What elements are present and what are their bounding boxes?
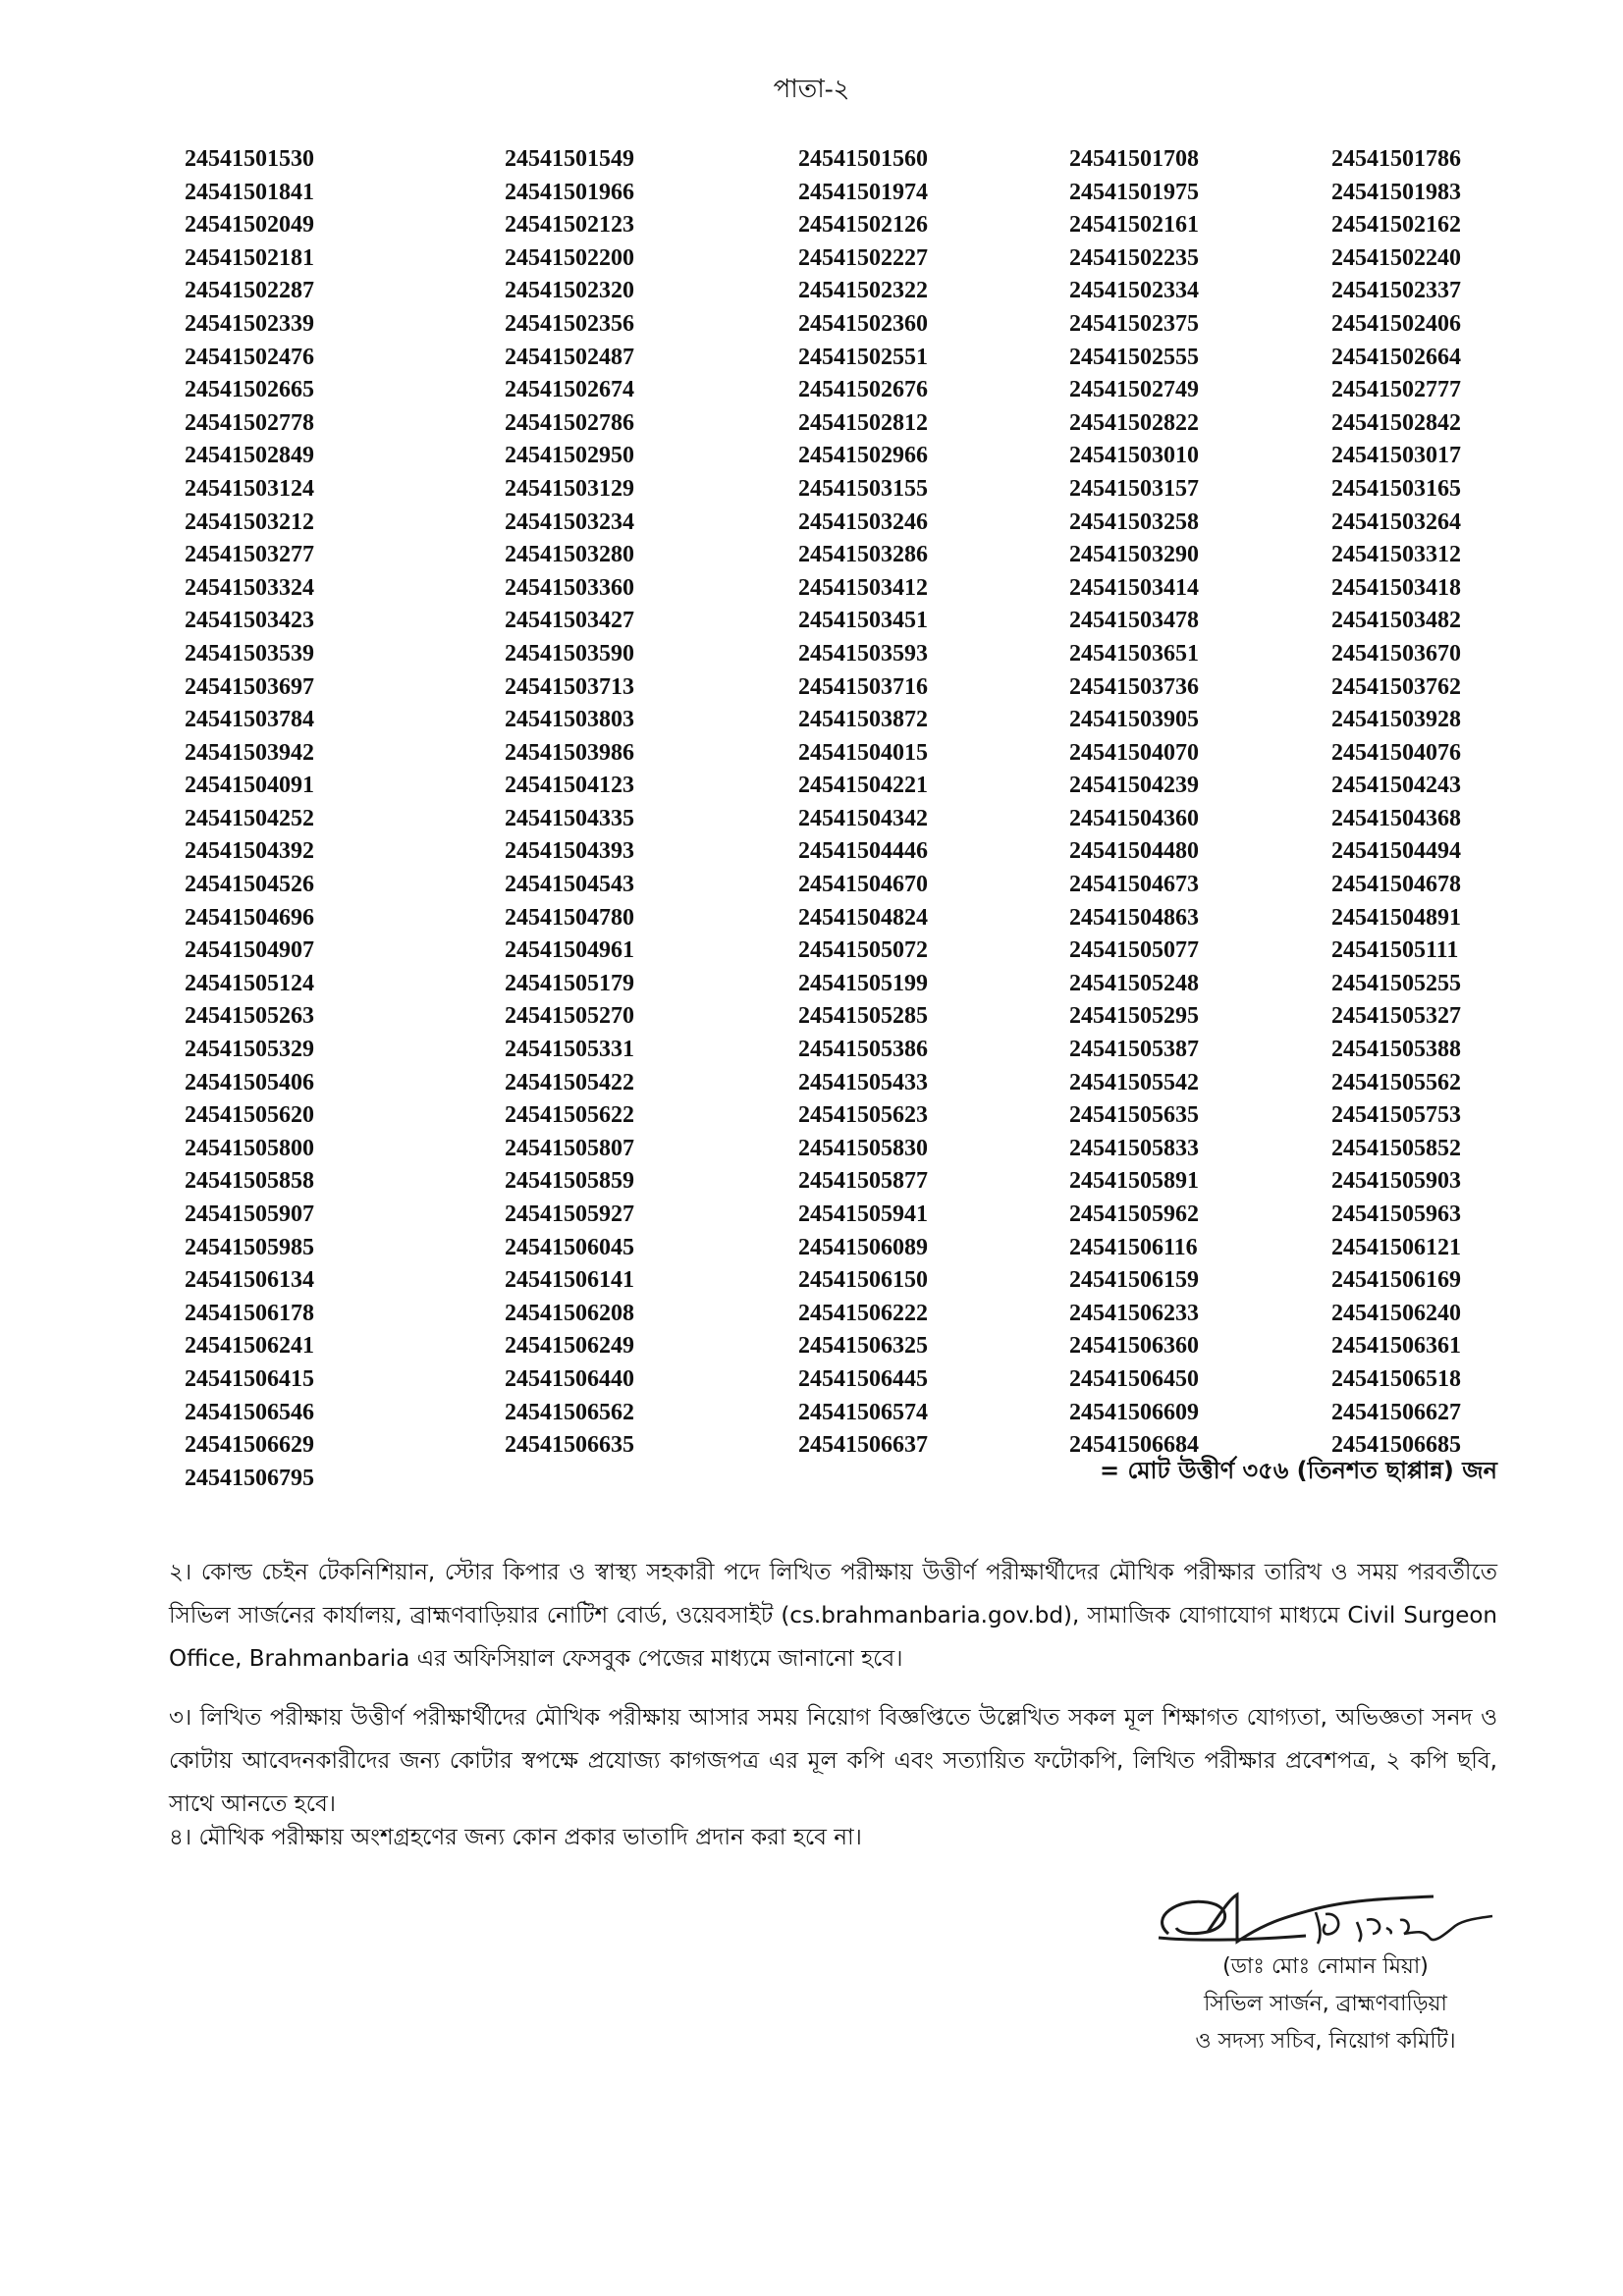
roll-number: 24541502287 <box>185 278 314 304</box>
roll-number: 24541502339 <box>185 310 314 337</box>
roll-number: 24541504076 <box>1331 739 1461 766</box>
roll-number: 24541503713 <box>505 673 634 700</box>
roll-number: 24541504526 <box>185 872 314 898</box>
roll-number: 24541505623 <box>798 1102 928 1129</box>
roll-number: 24541501786 <box>1331 146 1461 172</box>
roll-number: 24541503124 <box>185 475 314 502</box>
roll-number: 24541506684 <box>1069 1432 1199 1459</box>
roll-number: 24541504239 <box>1069 773 1199 799</box>
signatory-role: ও সদস্য সচিব, নিয়োগ কমিটি। <box>1195 2029 1456 2054</box>
roll-number: 24541504780 <box>505 904 634 931</box>
roll-number: 24541503360 <box>505 574 634 601</box>
roll-number: 24541502950 <box>505 443 634 469</box>
roll-number: 24541506685 <box>1331 1432 1461 1459</box>
roll-number: 24541503290 <box>1069 542 1199 568</box>
roll-number: 24541506518 <box>1331 1365 1461 1392</box>
roll-number: 24541505077 <box>1069 937 1199 964</box>
roll-number: 24541505255 <box>1331 970 1461 996</box>
roll-number: 24541505388 <box>1331 1037 1461 1063</box>
roll-number: 24541504678 <box>1331 872 1461 898</box>
roll-number: 24541505635 <box>1069 1102 1199 1129</box>
roll-number: 24541505542 <box>1069 1069 1199 1095</box>
notice-no-allowance: ৪। মৌখিক পরীক্ষায় অংশগ্রহণের জন্য কোন প্রকার ভাতাদি প্রদান করা হবে না। <box>169 1825 862 1850</box>
roll-number: 24541502406 <box>1331 310 1461 337</box>
signatory-name: (ডাঃ মোঃ নোমান মিয়া) <box>1222 1954 1429 1979</box>
roll-number: 24541502227 <box>798 244 928 271</box>
roll-number: 24541502786 <box>505 409 634 436</box>
roll-number: 24541501841 <box>185 179 314 205</box>
roll-number: 24541505807 <box>505 1135 634 1161</box>
roll-number: 24541506562 <box>505 1399 634 1425</box>
roll-number: 24541501975 <box>1069 179 1199 205</box>
roll-number: 24541503590 <box>505 640 634 667</box>
roll-number: 24541503212 <box>185 508 314 535</box>
roll-number: 24541506795 <box>185 1465 314 1491</box>
roll-number: 24541505903 <box>1331 1168 1461 1195</box>
roll-number: 24541503129 <box>505 475 634 502</box>
roll-number: 24541503736 <box>1069 673 1199 700</box>
roll-number: 24541502181 <box>185 244 314 271</box>
roll-number: 24541502966 <box>798 443 928 469</box>
roll-number: 24541503246 <box>798 508 928 535</box>
roll-number: 24541505620 <box>185 1102 314 1129</box>
roll-number: 24541502777 <box>1331 377 1461 403</box>
roll-number: 24541505962 <box>1069 1201 1199 1227</box>
roll-number: 24541504221 <box>798 773 928 799</box>
roll-number: 24541502664 <box>1331 344 1461 370</box>
roll-number: 24541504335 <box>505 805 634 831</box>
roll-number: 24541506445 <box>798 1365 928 1392</box>
roll-number: 24541503157 <box>1069 475 1199 502</box>
roll-number: 24541501983 <box>1331 179 1461 205</box>
roll-number: 24541505858 <box>185 1168 314 1195</box>
roll-number: 24541506045 <box>505 1234 634 1260</box>
roll-number: 24541505927 <box>505 1201 634 1227</box>
roll-number: 24541504342 <box>798 805 928 831</box>
roll-number: 24541503423 <box>185 608 314 634</box>
roll-number: 24541505329 <box>185 1037 314 1063</box>
roll-number: 24541506415 <box>185 1365 314 1392</box>
roll-number: 24541506629 <box>185 1432 314 1459</box>
roll-number: 24541502555 <box>1069 344 1199 370</box>
roll-number: 24541506574 <box>798 1399 928 1425</box>
roll-number: 24541504091 <box>185 773 314 799</box>
roll-number: 24541506325 <box>798 1333 928 1360</box>
roll-number: 24541505433 <box>798 1069 928 1095</box>
roll-number: 24541505179 <box>505 970 634 996</box>
roll-number: 24541505753 <box>1331 1102 1461 1129</box>
roll-number: 24541506121 <box>1331 1234 1461 1260</box>
roll-number: 24541506637 <box>798 1432 928 1459</box>
roll-number: 24541502822 <box>1069 409 1199 436</box>
roll-number: 24541504360 <box>1069 805 1199 831</box>
roll-number: 24541503017 <box>1331 443 1461 469</box>
roll-number: 24541502360 <box>798 310 928 337</box>
roll-number: 24541504670 <box>798 872 928 898</box>
roll-number: 24541503651 <box>1069 640 1199 667</box>
roll-number: 24541506249 <box>505 1333 634 1360</box>
roll-number: 24541506222 <box>798 1300 928 1326</box>
roll-number: 24541503258 <box>1069 508 1199 535</box>
roll-number: 24541504015 <box>798 739 928 766</box>
roll-number: 24541504824 <box>798 904 928 931</box>
roll-number: 24541503264 <box>1331 508 1461 535</box>
roll-number: 24541503539 <box>185 640 314 667</box>
roll-number: 24541505852 <box>1331 1135 1461 1161</box>
roll-number: 24541502476 <box>185 344 314 370</box>
roll-number: 24541502049 <box>185 212 314 239</box>
roll-number: 24541505386 <box>798 1037 928 1063</box>
empty-cell <box>798 1463 1069 1496</box>
roll-number: 24541504696 <box>185 904 314 931</box>
notice-viva-schedule: ২। কোল্ড চেইন টেকনিশিয়ান, স্টোর কিপার ও স্বাস্থ্য সহকারী পদে লিখিত পরীক্ষায় উত্তীর্ণ পরীক্ষার্থীদের মৌখিক পরীক্ষার তারিখ ও সময় পরবর্তীতে সিভিল সার্জনের কার্যালয়, ব্রাহ্মণবাড়িয়ার নোটিশ বোর্ড, ওয়েবসাইট (cs.brahmanbaria.gov.bd), সামাজিক যোগাযোগ মাধ্যমে Civil Surgeon Office, Brahmanbaria এর অফিসিয়াল ফেসবুক পেজের মাধ্যমে জানানো হবে। <box>169 1560 1497 1672</box>
roll-number: 24541502676 <box>798 377 928 403</box>
roll-number: 24541503478 <box>1069 608 1199 634</box>
roll-number: 24541501530 <box>185 146 314 172</box>
roll-number: 24541503942 <box>185 739 314 766</box>
roll-number: 24541503234 <box>505 508 634 535</box>
signatory-block <box>1139 1949 1512 2060</box>
roll-number: 24541503451 <box>798 608 928 634</box>
roll-number: 24541505963 <box>1331 1201 1461 1227</box>
roll-number: 24541505830 <box>798 1135 928 1161</box>
roll-number: 24541505327 <box>1331 1003 1461 1030</box>
roll-number: 24541501966 <box>505 179 634 205</box>
roll-number: 24541504961 <box>505 937 634 964</box>
roll-number: 24541505199 <box>798 970 928 996</box>
roll-number: 24541502240 <box>1331 244 1461 271</box>
roll-number: 24541503418 <box>1331 574 1461 601</box>
roll-number: 24541502749 <box>1069 377 1199 403</box>
roll-number: 24541506233 <box>1069 1300 1199 1326</box>
roll-number: 24541504243 <box>1331 773 1461 799</box>
empty-cell <box>505 1463 798 1496</box>
roll-number: 24541503928 <box>1331 707 1461 733</box>
roll-number: 24541505387 <box>1069 1037 1199 1063</box>
roll-number: 24541501549 <box>505 146 634 172</box>
roll-number: 24541503716 <box>798 673 928 700</box>
roll-number: 24541505422 <box>505 1069 634 1095</box>
roll-number: 24541502674 <box>505 377 634 403</box>
roll-number: 24541503414 <box>1069 574 1199 601</box>
roll-number: 24541503324 <box>185 574 314 601</box>
roll-number: 24541505859 <box>505 1168 634 1195</box>
roll-number: 24541505622 <box>505 1102 634 1129</box>
roll-number: 24541505833 <box>1069 1135 1199 1161</box>
roll-number: 24541505331 <box>505 1037 634 1063</box>
roll-number: 24541502337 <box>1331 278 1461 304</box>
roll-number: 24541502551 <box>798 344 928 370</box>
roll-number: 24541506240 <box>1331 1300 1461 1326</box>
roll-number: 24541503277 <box>185 542 314 568</box>
roll-number: 24541502842 <box>1331 409 1461 436</box>
roll-number: 24541505285 <box>798 1003 928 1030</box>
roll-number: 24541504863 <box>1069 904 1199 931</box>
roll-number: 24541502235 <box>1069 244 1199 271</box>
roll-number: 24541505406 <box>185 1069 314 1095</box>
roll-number: 24541503762 <box>1331 673 1461 700</box>
roll-number: 24541503155 <box>798 475 928 502</box>
roll-number: 24541503784 <box>185 707 314 733</box>
roll-number: 24541503482 <box>1331 608 1461 634</box>
roll-number: 24541506116 <box>1069 1234 1198 1260</box>
roll-number: 24541503286 <box>798 542 928 568</box>
roll-number: 24541502778 <box>185 409 314 436</box>
roll-number: 24541506241 <box>185 1333 314 1360</box>
roll-number: 24541505263 <box>185 1003 314 1030</box>
roll-number: 24541505295 <box>1069 1003 1199 1030</box>
roll-number: 24541506361 <box>1331 1333 1461 1360</box>
roll-number: 24541502320 <box>505 278 634 304</box>
roll-number: 24541503165 <box>1331 475 1461 502</box>
roll-number: 24541502322 <box>798 278 928 304</box>
roll-number-table <box>185 143 1500 1495</box>
roll-number: 24541504673 <box>1069 872 1199 898</box>
roll-number: 24541503280 <box>505 542 634 568</box>
roll-number: 24541503803 <box>505 707 634 733</box>
roll-number: 24541504123 <box>505 773 634 799</box>
roll-number: 24541506450 <box>1069 1365 1199 1392</box>
roll-number: 24541501974 <box>798 179 928 205</box>
roll-number: 24541502356 <box>505 310 634 337</box>
notice-required-documents: ৩। লিখিত পরীক্ষায় উত্তীর্ণ পরীক্ষার্থীদের মৌখিক পরীক্ষায় আসার সময় নিয়োগ বিজ্ঞপ্তিতে উল্লেখিত সকল মূল শিক্ষাগত যোগ্যতা, অভিজ্ঞতা সনদ ও কোটায় আবেদনকারীদের জন্য কোটার স্বপক্ষে প্রযোজ্য কাগজপত্র এর মূল কপি এবং সত্যায়িত ফটোকপি, লিখিত পরীক্ষার প্রবেশপত্র, ২ কপি ছবি, সাথে আনতে হবে। <box>169 1705 1497 1817</box>
roll-number: 24541502812 <box>798 409 928 436</box>
signatory-designation: সিভিল সার্জন, ব্রাহ্মণবাড়িয়া <box>1204 1992 1447 2016</box>
roll-number: 24541505941 <box>798 1201 928 1227</box>
roll-number: 24541506141 <box>505 1267 634 1294</box>
roll-number: 24541506089 <box>798 1234 928 1260</box>
roll-number: 24541502487 <box>505 344 634 370</box>
roll-number: 24541506150 <box>798 1267 928 1294</box>
roll-number: 24541503905 <box>1069 707 1199 733</box>
roll-number: 24541502126 <box>798 212 928 239</box>
roll-number: 24541506159 <box>1069 1267 1199 1294</box>
roll-number: 24541503412 <box>798 574 928 601</box>
roll-number: 24541505877 <box>798 1168 928 1195</box>
roll-number: 24541506609 <box>1069 1399 1199 1425</box>
roll-number: 24541502849 <box>185 443 314 469</box>
roll-number: 24541503986 <box>505 739 634 766</box>
roll-number: 24541504907 <box>185 937 314 964</box>
roll-number: 24541504891 <box>1331 904 1461 931</box>
roll-number: 24541505248 <box>1069 970 1199 996</box>
roll-number: 24541502162 <box>1331 212 1461 239</box>
roll-number: 24541502123 <box>505 212 634 239</box>
roll-number: 24541505111 <box>1331 937 1459 964</box>
roll-number: 24541503670 <box>1331 640 1461 667</box>
roll-number: 24541505907 <box>185 1201 314 1227</box>
roll-number: 24541506360 <box>1069 1333 1199 1360</box>
roll-number: 24541502200 <box>505 244 634 271</box>
roll-number: 24541505072 <box>798 937 928 964</box>
roll-number: 24541504393 <box>505 838 634 865</box>
total-passed-text: = মোট উত্তীর্ণ ৩৫৬ (তিনশত ছাপ্পান্ন) জন <box>1100 1457 1497 1484</box>
roll-number: 24541502375 <box>1069 310 1199 337</box>
roll-number: 24541504252 <box>185 805 314 831</box>
roll-number: 24541503872 <box>798 707 928 733</box>
roll-number: 24541503593 <box>798 640 928 667</box>
roll-number: 24541503697 <box>185 673 314 700</box>
roll-number: 24541505891 <box>1069 1168 1199 1195</box>
roll-number: 24541506440 <box>505 1365 634 1392</box>
roll-number: 24541504392 <box>185 838 314 865</box>
roll-number: 24541506134 <box>185 1267 314 1294</box>
roll-number: 24541503010 <box>1069 443 1199 469</box>
roll-number: 24541506635 <box>505 1432 634 1459</box>
roll-number: 24541502161 <box>1069 212 1199 239</box>
roll-number: 24541505800 <box>185 1135 314 1161</box>
roll-number: 24541506178 <box>185 1300 314 1326</box>
roll-number: 24541505985 <box>185 1234 314 1260</box>
roll-number: 24541506169 <box>1331 1267 1461 1294</box>
roll-number: 24541506208 <box>505 1300 634 1326</box>
roll-number: 24541505124 <box>185 970 314 996</box>
roll-number: 24541504494 <box>1331 838 1461 865</box>
roll-number: 24541506627 <box>1331 1399 1461 1425</box>
roll-number: 24541502334 <box>1069 278 1199 304</box>
roll-number: 24541503312 <box>1331 542 1461 568</box>
roll-number: 24541504070 <box>1069 739 1199 766</box>
roll-number: 24541506546 <box>185 1399 314 1425</box>
page-number: পাতা-২ <box>773 75 850 103</box>
roll-number: 24541501708 <box>1069 146 1199 172</box>
roll-number: 24541501560 <box>798 146 928 172</box>
roll-number: 24541505562 <box>1331 1069 1461 1095</box>
roll-number: 24541504368 <box>1331 805 1461 831</box>
roll-number: 24541503427 <box>505 608 634 634</box>
roll-number: 24541504480 <box>1069 838 1199 865</box>
roll-number: 24541505270 <box>505 1003 634 1030</box>
roll-number: 24541504446 <box>798 838 928 865</box>
roll-number: 24541504543 <box>505 872 634 898</box>
roll-number: 24541502665 <box>185 377 314 403</box>
